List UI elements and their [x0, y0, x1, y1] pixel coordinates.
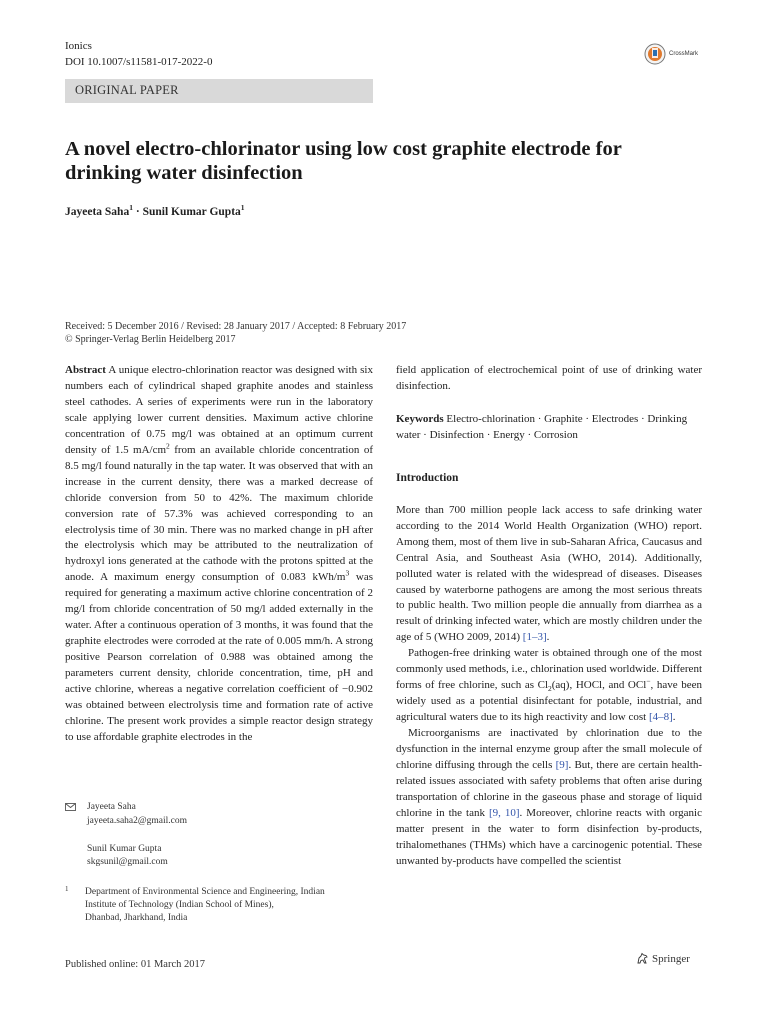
correspondence-block: [65, 801, 373, 870]
left-column: [65, 363, 373, 746]
superscript: 3: [345, 568, 350, 578]
submission-dates: Received: 5 December 2016 / Revised: 28 January 2017 / Accepted: 8 February 2017: [65, 321, 407, 332]
crossmark-label: CrossMark: [669, 51, 699, 57]
crossmark-icon: [644, 43, 666, 65]
affiliation-marker: 1: [129, 203, 133, 213]
citation-link[interactable]: [4–8]: [648, 711, 673, 724]
citation-link[interactable]: [9]: [555, 759, 569, 772]
paragraph-text: Microorganisms are inactivated by chlorination due to the dysfunction in the internal enzyme group after the small molecule of chlorine diffusing through the cells: [396, 727, 702, 772]
corresponding-author-name: Jayeeta Saha: [87, 802, 136, 812]
superscript: 2: [166, 441, 170, 451]
paragraph-text: (aq), HOCl, and OCl: [551, 679, 647, 692]
abstract-text: A unique electro-chlorination reactor was designed with six numbers each of cylindrical shaped graphite anodes and stainless steel cathodes. A series of experiments were run in the laboratory scale applying lower current densities. Maximum active chlorine concentration of 0.75 mg/l was obtained at an optimum current density of 1.5 mA/cm: [65, 364, 373, 456]
keywords-text: Electro-chlorination · Graphite · Electrodes · Drinking water · Disinfection · Energy · Corrosion: [396, 412, 688, 441]
affiliation-block: [65, 886, 373, 926]
affiliation-marker: 1: [240, 203, 245, 213]
doi[interactable]: DOI 10.1007/s11581-017-2022-0: [65, 56, 213, 68]
author-name[interactable]: Jayeeta Saha: [65, 206, 130, 218]
journal-name: Ionics: [65, 40, 92, 52]
crossmark-badge[interactable]: [644, 42, 716, 66]
springer-horse-icon: [636, 952, 649, 965]
paragraph-text: Pathogen-free drinking water is obtained through one of the most commonly used methods, i.e., chlorination used worldwide. Different forms of free chlorine, such as Cl: [396, 647, 702, 692]
abstract: [65, 363, 373, 746]
affiliation-number: 1: [65, 885, 69, 893]
abstract-text: was required for generating a maximum active chlorine concentration of 2 mg/l from chloride concentration of 50 mg/l added externally in the water. After a continuous operation of 3 months, it was found that the graphite electrodes were corroded at the rate of 0.005 mm/h. A strong positive Pearson correlation of 0.988 was obtained among the parameters current density, chloride concentration, time, pH and active chlorine, whereas a negative correlation coefficient of −0.902 was obtained between electrolysis time and formation rate of active chlorine. The present work provides a simple reactor design strategy to use affordable graphite electrodes in the: [65, 571, 373, 743]
paragraph-text: . Moreover, chlorine reacts with organic matter present in the water to form disinfection by-products, trihalomethanes (THMs) which have a carcinogenic potential. These unwanted by-products have compelled the scientist: [396, 806, 702, 867]
keywords: [396, 412, 702, 444]
subscript: 2: [548, 684, 552, 694]
author-separator: ·: [132, 206, 143, 218]
intro-paragraph: [396, 726, 702, 870]
keywords-label: Keywords: [396, 412, 444, 425]
envelope-icon: [65, 803, 76, 811]
author-name[interactable]: Sunil Kumar Gupta: [142, 206, 241, 218]
springer-wordmark: Springer: [652, 952, 690, 965]
abstract-label: Abstract: [65, 364, 106, 376]
abstract-text: from an available chloride concentration of 8.5 mg/l found naturally in the tap water. It was observed that with an increase in the current density, there was a marked decrease of chloride conversion from 50 to 42%. The maximum chloride conversion rate of 57.3% was achieved corresponding to an electrolysis time of 30 min. There was no marked change in pH after the electrolysis which may be attributed to the neutralization of hydroxyl ions generated at the cathode with the protons spitted at the anode. A maximum energy consumption of 0.083 kWh/m: [65, 443, 373, 584]
right-column: [396, 363, 702, 870]
paragraph-text: , have been widely used as a potential disinfectant for potable, industrial, and agricultural waters due to its high reactivity and low cost: [396, 679, 702, 724]
article-type-label: ORIGINAL PAPER: [75, 83, 179, 97]
intro-paragraph: [396, 503, 702, 647]
paragraph-text: . But, there are certain health-related issues associated with safety problems that often arise during transportation of chlorine in the gaseous phase and storage of liquid chlorine in the tank: [396, 759, 702, 819]
section-heading-introduction: Introduction: [396, 471, 459, 484]
paragraph-text: .: [672, 711, 676, 724]
paragraph-text: More than 700 million people lack access to safe drinking water according to the 2014 World Health Organization (WHO) report. Among them, most of them live in sub-Saharan Africa, Caucasus and Central Asia, and Southeast Asia (WHO, 2014). Additionally, polluted water is related with the widespread of diseases. Diseases caused by waterborne pathogens are among the most serious threats to public health. Two million people die annually from diarrhea as a result of drinking infected water, which are mostly children under the age of 5 (WHO 2009, 2014): [396, 503, 702, 644]
affiliation-line: Department of Environmental Science and Engineering, Indian: [85, 887, 325, 897]
affiliation-line: Institute of Technology (Indian School of Mines),: [85, 900, 274, 911]
abstract-continued: field application of electrochemical point of use of drinking water disinfection.: [396, 364, 702, 392]
corresponding-author-email[interactable]: jayeeta.saha2@gmail.com: [87, 815, 188, 826]
intro-paragraph: [396, 646, 702, 726]
article-type-banner: [65, 79, 373, 103]
author-name: Sunil Kumar Gupta: [87, 843, 162, 854]
author-list: [65, 203, 245, 218]
copyright-line: © Springer-Verlag Berlin Heidelberg 2017: [65, 334, 236, 345]
author-email[interactable]: skgsunil@gmail.com: [87, 857, 168, 868]
citation-link[interactable]: [9, 10]: [488, 806, 520, 819]
paper-title: A novel electro-chlorinator using low cost graphite electrode for drinking water disinfection: [65, 138, 622, 184]
published-date: Published online: 01 March 2017: [65, 959, 205, 970]
paragraph-text: .: [546, 631, 550, 644]
citation-link[interactable]: [1–3]: [522, 631, 547, 644]
affiliation-line: Dhanbad, Jharkhand, India: [85, 913, 188, 924]
springer-logo: [636, 952, 690, 965]
superscript: −: [646, 676, 651, 686]
